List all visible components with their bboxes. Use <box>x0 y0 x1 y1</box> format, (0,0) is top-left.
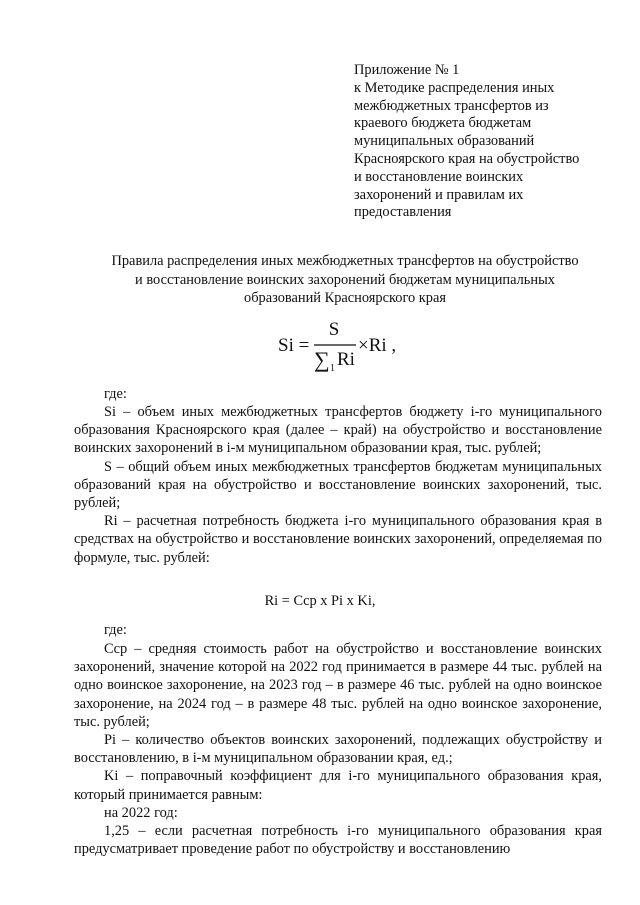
where-label-2: где: <box>104 622 127 638</box>
definitions-block-2 <box>74 640 602 858</box>
annex-line: краевого бюджета бюджетам <box>354 115 532 132</box>
definition-ki: Ki – поправочный коэффициент для i-го муниципального образования края, который принимается равным: <box>74 768 602 803</box>
annex-line: Красноярского края на обустройство <box>354 150 580 167</box>
annex-line: захоронений и правилам их <box>354 186 524 203</box>
title-line: и восстановление воинских захоронений бюджетам муниципальных <box>135 271 555 288</box>
definitions-block-1 <box>74 403 602 567</box>
formula-denominator: Ri <box>337 349 355 370</box>
definition-pi: Pi – количество объектов воинских захоронений, подлежащих обустройству и восстановлению, в i-м муниципальном образовании края, ед.; <box>74 732 602 767</box>
sum-symbol: ∑ <box>314 347 330 372</box>
definition-s: S – общий объем иных межбюджетных трансфертов бюджетам муниципальных образований края на обустройство и восстановление воинских захоронений, тыс. рублей; <box>74 458 602 512</box>
formula-numerator: S <box>328 319 340 340</box>
title-line: Правила распределения иных межбюджетных трансфертов на обустройство <box>111 253 579 269</box>
annex-line: к Методике распределения иных <box>354 79 555 96</box>
coefficient-1-25: 1,25 – если расчетная потребность i-го муниципального образования края предусматривает проведение работ по обустройству и восстановлению <box>74 823 602 858</box>
annex-line: и восстановление воинских <box>354 168 524 185</box>
definition-si: Si – объем иных межбюджетных трансфертов бюджету i-го муниципального образования Красноярского края (далее – край) на обустройство и восстановление воинских захоронений в i-м муниципальном образовании края, тыс. рублей; <box>74 404 602 457</box>
formula-rhs: ×Ri , <box>358 335 397 356</box>
formula-ri: Ri = Cср x Pi x Ki, <box>264 593 376 609</box>
document-title <box>60 252 630 308</box>
definition-ccp: Cср – средняя стоимость работ на обустройство и восстановление воинских захоронений, значение которой на 2022 год принимается в размере 44 тыс. рублей на одно воинское захоронение, на 2023 год – в размере 46 тыс. рублей на одно воинское захоронение, на 2024 год – в размере 48 тыс. рублей на одно воинское захоронение, тыс. рублей; <box>74 641 602 730</box>
formula-si <box>0 318 640 374</box>
annex-line: муниципальных образований <box>354 133 535 150</box>
year-2022-label: на 2022 год: <box>104 804 178 821</box>
title-line: образований Красноярского края <box>244 290 446 307</box>
definition-ri: Ri – расчетная потребность бюджета i-го муниципального образования края в средствах на обустройство и восстановление воинских захоронений, определяемая по формуле, тыс. рублей: <box>74 513 602 566</box>
annex-line: предоставления <box>354 204 452 221</box>
formula-lhs: Si = <box>278 335 310 356</box>
annex-header <box>354 62 614 222</box>
sum-index: 1 <box>330 363 335 374</box>
where-label-1: где: <box>104 386 127 402</box>
annex-line: Приложение № 1 <box>354 62 460 78</box>
annex-line: межбюджетных трансфертов из <box>354 97 549 114</box>
